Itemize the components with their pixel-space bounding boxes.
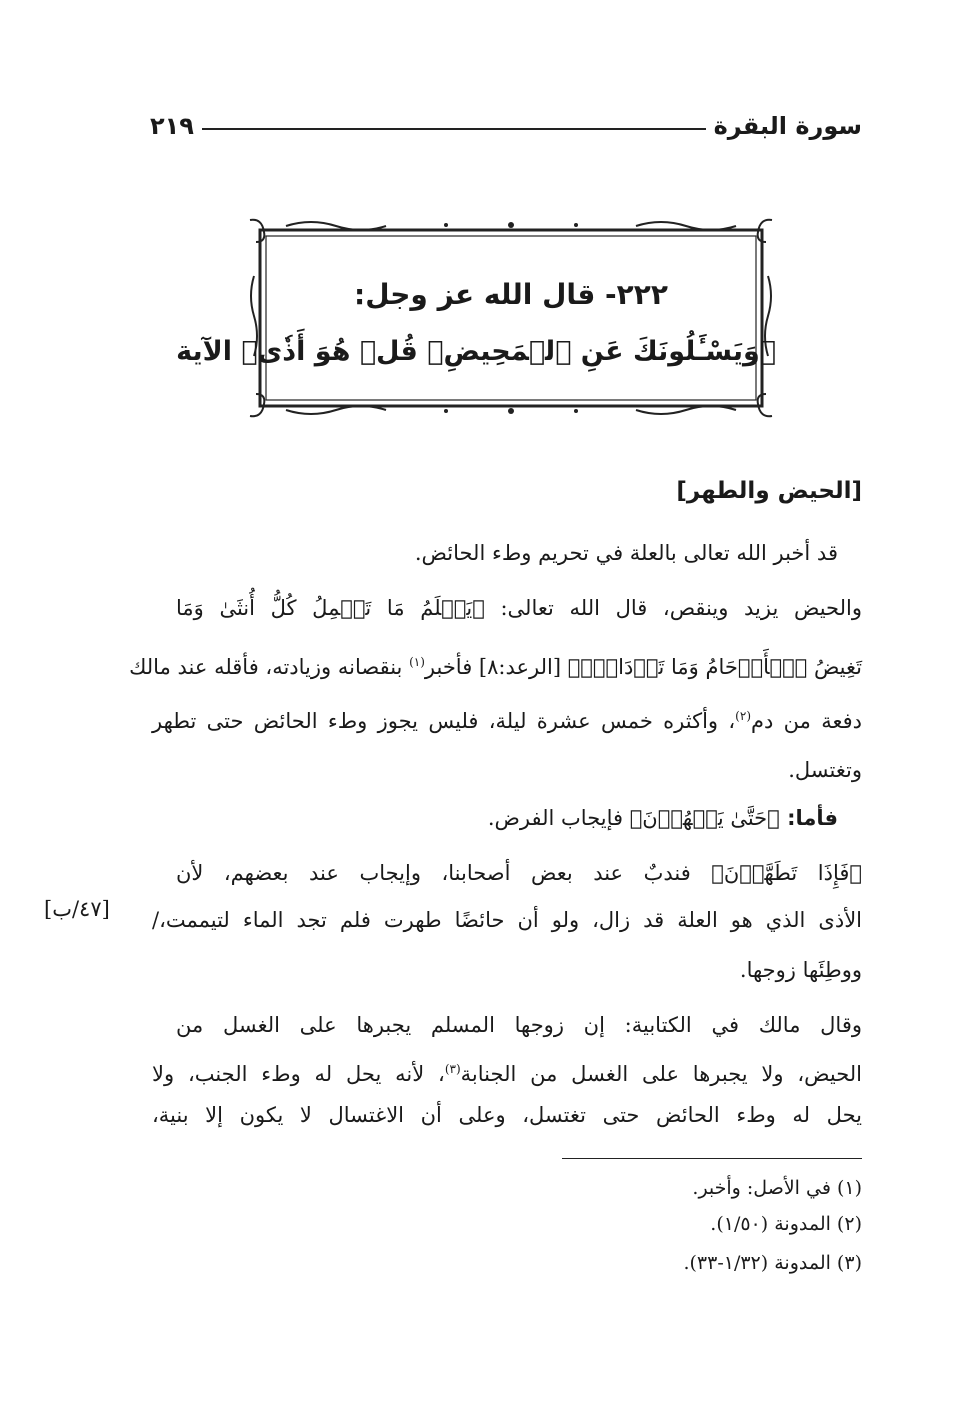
paragraph-line: والحيض يزيد وينقص، قال الله تعالى: ﴿يَعۡلَمُ مَا تَحۡمِلُ كُلُّ أُنثَىٰ وَمَا xyxy=(176,596,862,620)
paragraph-line: ووطِئَها زوجها. xyxy=(739,958,862,982)
page-number: ٢١٩ xyxy=(150,112,194,140)
footnote-mark: (٣) xyxy=(444,1062,461,1076)
page-header xyxy=(150,104,862,148)
footnote-divider xyxy=(562,1158,862,1159)
paragraph-line: تَغِيضُ ٱلۡأَرۡحَامُ وَمَا تَزۡدَادُۖ﴾ [الرعد:٨] فأخبر$^{(١)}$ بنقصانه وزيادته، فأقله عند مالك xyxy=(129,655,862,679)
paragraph-line: ﴿فَإِذَا تَطَهَّرۡنَ﴾ فندبٌ عند بعض أصحابنا، وإيجاب عند بعضهم، لأن xyxy=(176,861,862,885)
paragraph-line: الأذى الذي هو العلة قد زال، ولو أن حائضًا طهرت فلم تجد الماء لتيممت،/ xyxy=(152,908,862,932)
paragraph-line: دفعة من دم$^{(٢)}$، وأكثره خمس عشرة ليلة، فليس يجوز وطء الحائض حتى تطهر xyxy=(152,709,863,733)
paragraph-line: قد أخبر الله تعالى بالعلة في تحريم وطء الحائض. xyxy=(414,541,838,565)
footnote: (٢) المدونة (١/٥٠). xyxy=(710,1213,862,1235)
surah-title: سورة البقرة xyxy=(713,112,862,140)
paragraph-line: الحيض، ولا يجبرها على الغسل من الجنابة$^{(٣)}$، لأنه يحل له وطء الجنب، ولا xyxy=(152,1062,863,1086)
paragraph-line: وتغتسل. xyxy=(788,758,862,782)
header-rule xyxy=(202,128,706,130)
frame-border-icon xyxy=(176,216,776,420)
footnote-mark: (٢) xyxy=(735,709,751,723)
paragraph-line: يحل له وطء الحائض حتى تغتسل، وعلى أن الاغتسال لا يكون إلا بنية، xyxy=(152,1103,862,1127)
ornamental-frame xyxy=(176,216,776,420)
margin-folio-note: [٤٧/ب] xyxy=(44,897,110,921)
footnote: (١) في الأصل: وأخبر. xyxy=(692,1177,862,1199)
footnote-mark: (١) xyxy=(409,655,425,669)
paragraph-line: وقال مالك في الكتابية: إن زوجها المسلم يجبرها على الغسل من xyxy=(176,1013,862,1037)
section-heading: [الحيض والطهر] xyxy=(676,478,862,504)
entry-title: ٢٢٢- قال الله عز وجل: xyxy=(354,278,668,311)
footnote: (٣) المدونة (١/٣٢-٣٣). xyxy=(683,1252,862,1274)
quran-verse: ﴿وَيَسْـَٔلُونَكَ عَنِ ٱلۡمَحِيضِۖ قُلۡ هُوَ أَذٗى﴾ الآية xyxy=(176,336,776,367)
paragraph-line: فأما: ﴿حَتَّىٰ يَطۡهُرۡنَ﴾ فإيجاب الفرض. xyxy=(487,806,838,830)
bold-lead: فأما: xyxy=(779,806,838,830)
